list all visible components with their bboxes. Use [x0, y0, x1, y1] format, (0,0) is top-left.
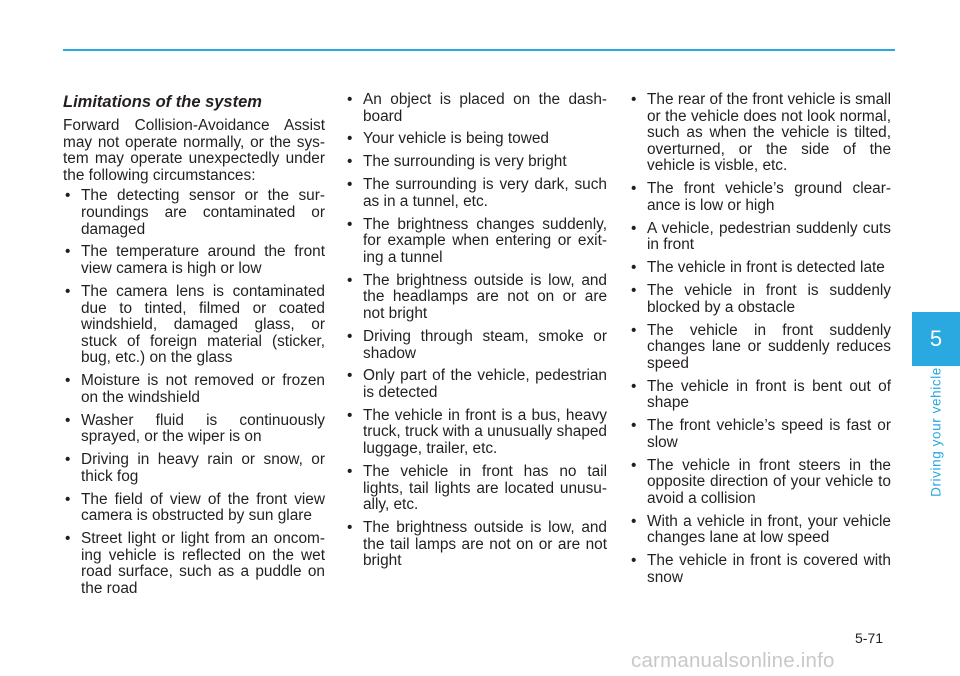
list-item: • Only part of the vehicle, pedestrian is detected — [345, 368, 607, 401]
column-2 — [345, 92, 607, 576]
section-intro: Forward Collision-Avoidance Assist may not operate normally, or the sys-tem may operate unexpectedly under the following circumstances: — [63, 117, 325, 184]
list-item: • The detecting sensor or the sur-roundings are contaminated or damaged — [63, 188, 325, 238]
list-item: • Driving in heavy rain or snow, or thick fog — [63, 452, 325, 485]
list-item: • Driving through steam, smoke or shadow — [345, 329, 607, 362]
list-item: • The field of view of the front view camera is obstructed by sun glare — [63, 492, 325, 525]
column-1 — [63, 92, 325, 604]
list-item: • The brightness outside is low, and the tail lamps are not on or are not bright — [345, 520, 607, 570]
list-item: • Moisture is not removed or frozen on the windshield — [63, 373, 325, 406]
list-item: • The brightness outside is low, and the headlamps are not on or are not bright — [345, 273, 607, 323]
list-item: • The vehicle in front is a bus, heavy truck, truck with a unusually shaped luggage, trailer, etc. — [345, 408, 607, 458]
chapter-tab: 5 — [912, 312, 960, 366]
list-item: • The vehicle in front suddenly changes lane or suddenly reduces speed — [629, 323, 891, 373]
list-item: • The surrounding is very dark, such as in a tunnel, etc. — [345, 177, 607, 210]
section-heading: Limitations of the system — [63, 93, 262, 111]
list-item: • The vehicle in front steers in the opposite direction of your vehicle to avoid a collision — [629, 458, 891, 508]
list-item: • The front vehicle’s speed is fast or slow — [629, 418, 891, 451]
limitations-list-2 — [345, 92, 607, 570]
list-item: • The vehicle in front has no tail lights, tail lights are located unusu-ally, etc. — [345, 464, 607, 514]
list-item: • A vehicle, pedestrian suddenly cuts in front — [629, 221, 891, 254]
list-item: • The surrounding is very bright — [345, 154, 607, 171]
list-item: • Washer fluid is continuously sprayed, or the wiper is on — [63, 413, 325, 446]
list-item: • With a vehicle in front, your vehicle changes lane at low speed — [629, 514, 891, 547]
list-item: • The vehicle in front is bent out of shape — [629, 379, 891, 412]
list-item: • Street light or light from an oncom-ing vehicle is reflected on the wet road surface, such as a puddle on the road — [63, 531, 325, 597]
column-3 — [629, 92, 891, 593]
list-item: • The rear of the front vehicle is small or the vehicle does not look normal, such as when the vehicle is tilted, overturned, or the side of the vehicle is visble, etc. — [629, 92, 891, 175]
watermark: carmanualsonline.info — [631, 649, 835, 672]
chapter-label: Driving your vehicle — [928, 367, 944, 497]
list-item: • Your vehicle is being towed — [345, 131, 607, 148]
list-item: • The vehicle in front is covered with snow — [629, 553, 891, 586]
list-item: • The front vehicle’s ground clear-ance is low or high — [629, 181, 891, 214]
limitations-list-1 — [63, 188, 325, 597]
list-item: • The vehicle in front is suddenly blocked by a obstacle — [629, 283, 891, 316]
limitations-list-3 — [629, 92, 891, 586]
list-item: • An object is placed on the dash-board — [345, 92, 607, 125]
list-item: • The brightness changes suddenly, for example when entering or exit-ing a tunnel — [345, 217, 607, 267]
page-number: 5-71 — [855, 630, 884, 646]
list-item: • The temperature around the front view camera is high or low — [63, 244, 325, 277]
list-item: • The camera lens is contaminated due to tinted, filmed or coated windshield, damaged glass, or stuck of foreign material (sticker, bug, etc.) on the glass — [63, 284, 325, 367]
header-rule — [63, 49, 895, 51]
list-item: • The vehicle in front is detected late — [629, 260, 891, 277]
